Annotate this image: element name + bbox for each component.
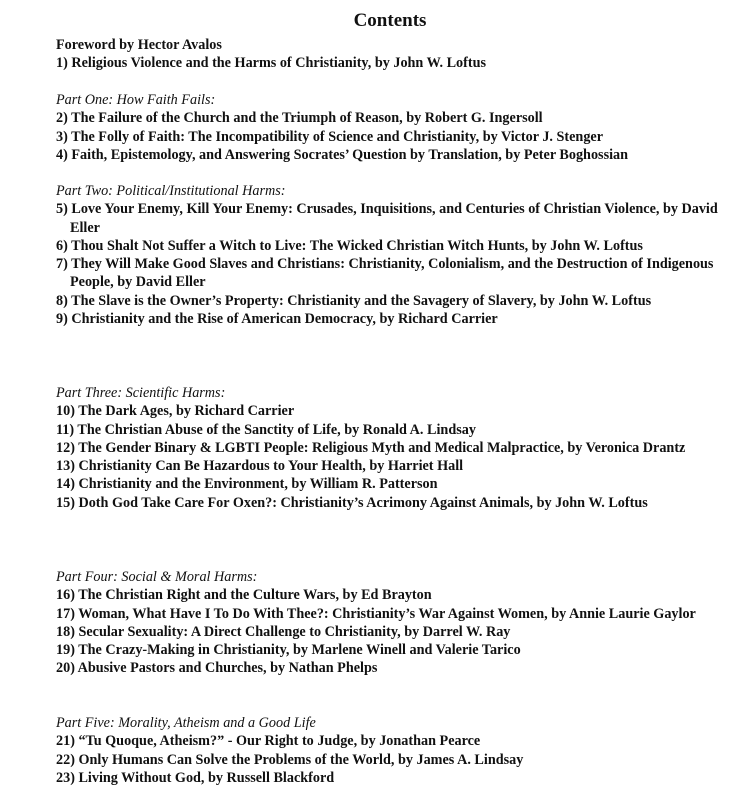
toc-entry: 5) Love Your Enemy, Kill Your Enemy: Crusades, Inquisitions, and Centuries of Christian Violence, by David Eller	[56, 201, 718, 236]
toc-entry: 3) The Folly of Faith: The Incompatibility of Science and Christianity, by Victor J. Stenger	[56, 128, 604, 145]
part-heading: Part One: How Faith Fails:	[56, 92, 216, 108]
part-heading: Part Five: Morality, Atheism and a Good Life	[56, 715, 316, 731]
part-two-section	[56, 182, 728, 328]
toc-entry: 13) Christianity Can Be Hazardous to Your Health, by Harriet Hall	[56, 458, 464, 475]
toc-entry: 17) Woman, What Have I To Do With Thee?: Christianity’s War Against Women, by Annie Laurie Gaylor	[56, 605, 696, 622]
toc-entry: 1) Religious Violence and the Harms of Christianity, by John W. Loftus	[56, 55, 487, 72]
part-four-section	[56, 568, 728, 678]
toc-entry: 7) They Will Make Good Slaves and Christians: Christianity, Colonialism, and the Destruction of Indigenous People, by David Eller	[56, 256, 714, 291]
foreword-entry: Foreword by Hector Avalos	[56, 37, 222, 53]
part-three-section	[56, 384, 728, 512]
toc-entry: 4) Faith, Epistemology, and Answering Socrates’ Question by Translation, by Peter Boghossian	[56, 146, 629, 163]
part-five-section	[56, 714, 728, 787]
toc-entry: 10) The Dark Ages, by Richard Carrier	[56, 403, 295, 420]
toc-entry: 9) Christianity and the Rise of American Democracy, by Richard Carrier	[56, 311, 498, 328]
toc-entry: 21) “Tu Quoque, Atheism?” - Our Right to Judge, by Jonathan Pearce	[56, 733, 481, 750]
intro-section	[56, 36, 728, 73]
part-heading: Part Three: Scientific Harms:	[56, 385, 226, 401]
toc-entry: 20) Abusive Pastors and Churches, by Nathan Phelps	[56, 660, 378, 677]
toc-entry: 14) Christianity and the Environment, by William R. Patterson	[56, 476, 438, 493]
toc-entry: 12) The Gender Binary & LGBTI People: Religious Myth and Medical Malpractice, by Veronica Drantz	[56, 439, 686, 456]
page-title: Contents	[353, 10, 427, 31]
toc-entry: 19) The Crazy-Making in Christianity, by Marlene Winell and Valerie Tarico	[56, 642, 521, 659]
toc-entry: 8) The Slave is the Owner’s Property: Christianity and the Savagery of Slavery, by John W. Loftus	[56, 292, 652, 309]
toc-entry: 2) The Failure of the Church and the Triumph of Reason, by Robert G. Ingersoll	[56, 110, 543, 127]
part-heading: Part Four: Social & Moral Harms:	[56, 569, 258, 585]
toc-entry: 15) Doth God Take Care For Oxen?: Christianity’s Acrimony Against Animals, by John W. Loftus	[56, 494, 648, 511]
toc-entry: 18) Secular Sexuality: A Direct Challenge to Christianity, by Darrel W. Ray	[56, 623, 511, 640]
part-heading: Part Two: Political/Institutional Harms:	[56, 183, 286, 199]
part-one-section	[56, 91, 728, 164]
toc-entry: 22) Only Humans Can Solve the Problems of the World, by James A. Lindsay	[56, 751, 524, 768]
toc-entry: 6) Thou Shalt Not Suffer a Witch to Live: The Wicked Christian Witch Hunts, by John W. Loftus	[56, 237, 643, 254]
toc-entry: 16) The Christian Right and the Culture Wars, by Ed Brayton	[56, 587, 432, 604]
toc-entry: 11) The Christian Abuse of the Sanctity of Life, by Ronald A. Lindsay	[56, 421, 476, 438]
toc-entry: 23) Living Without God, by Russell Blackford	[56, 769, 335, 786]
